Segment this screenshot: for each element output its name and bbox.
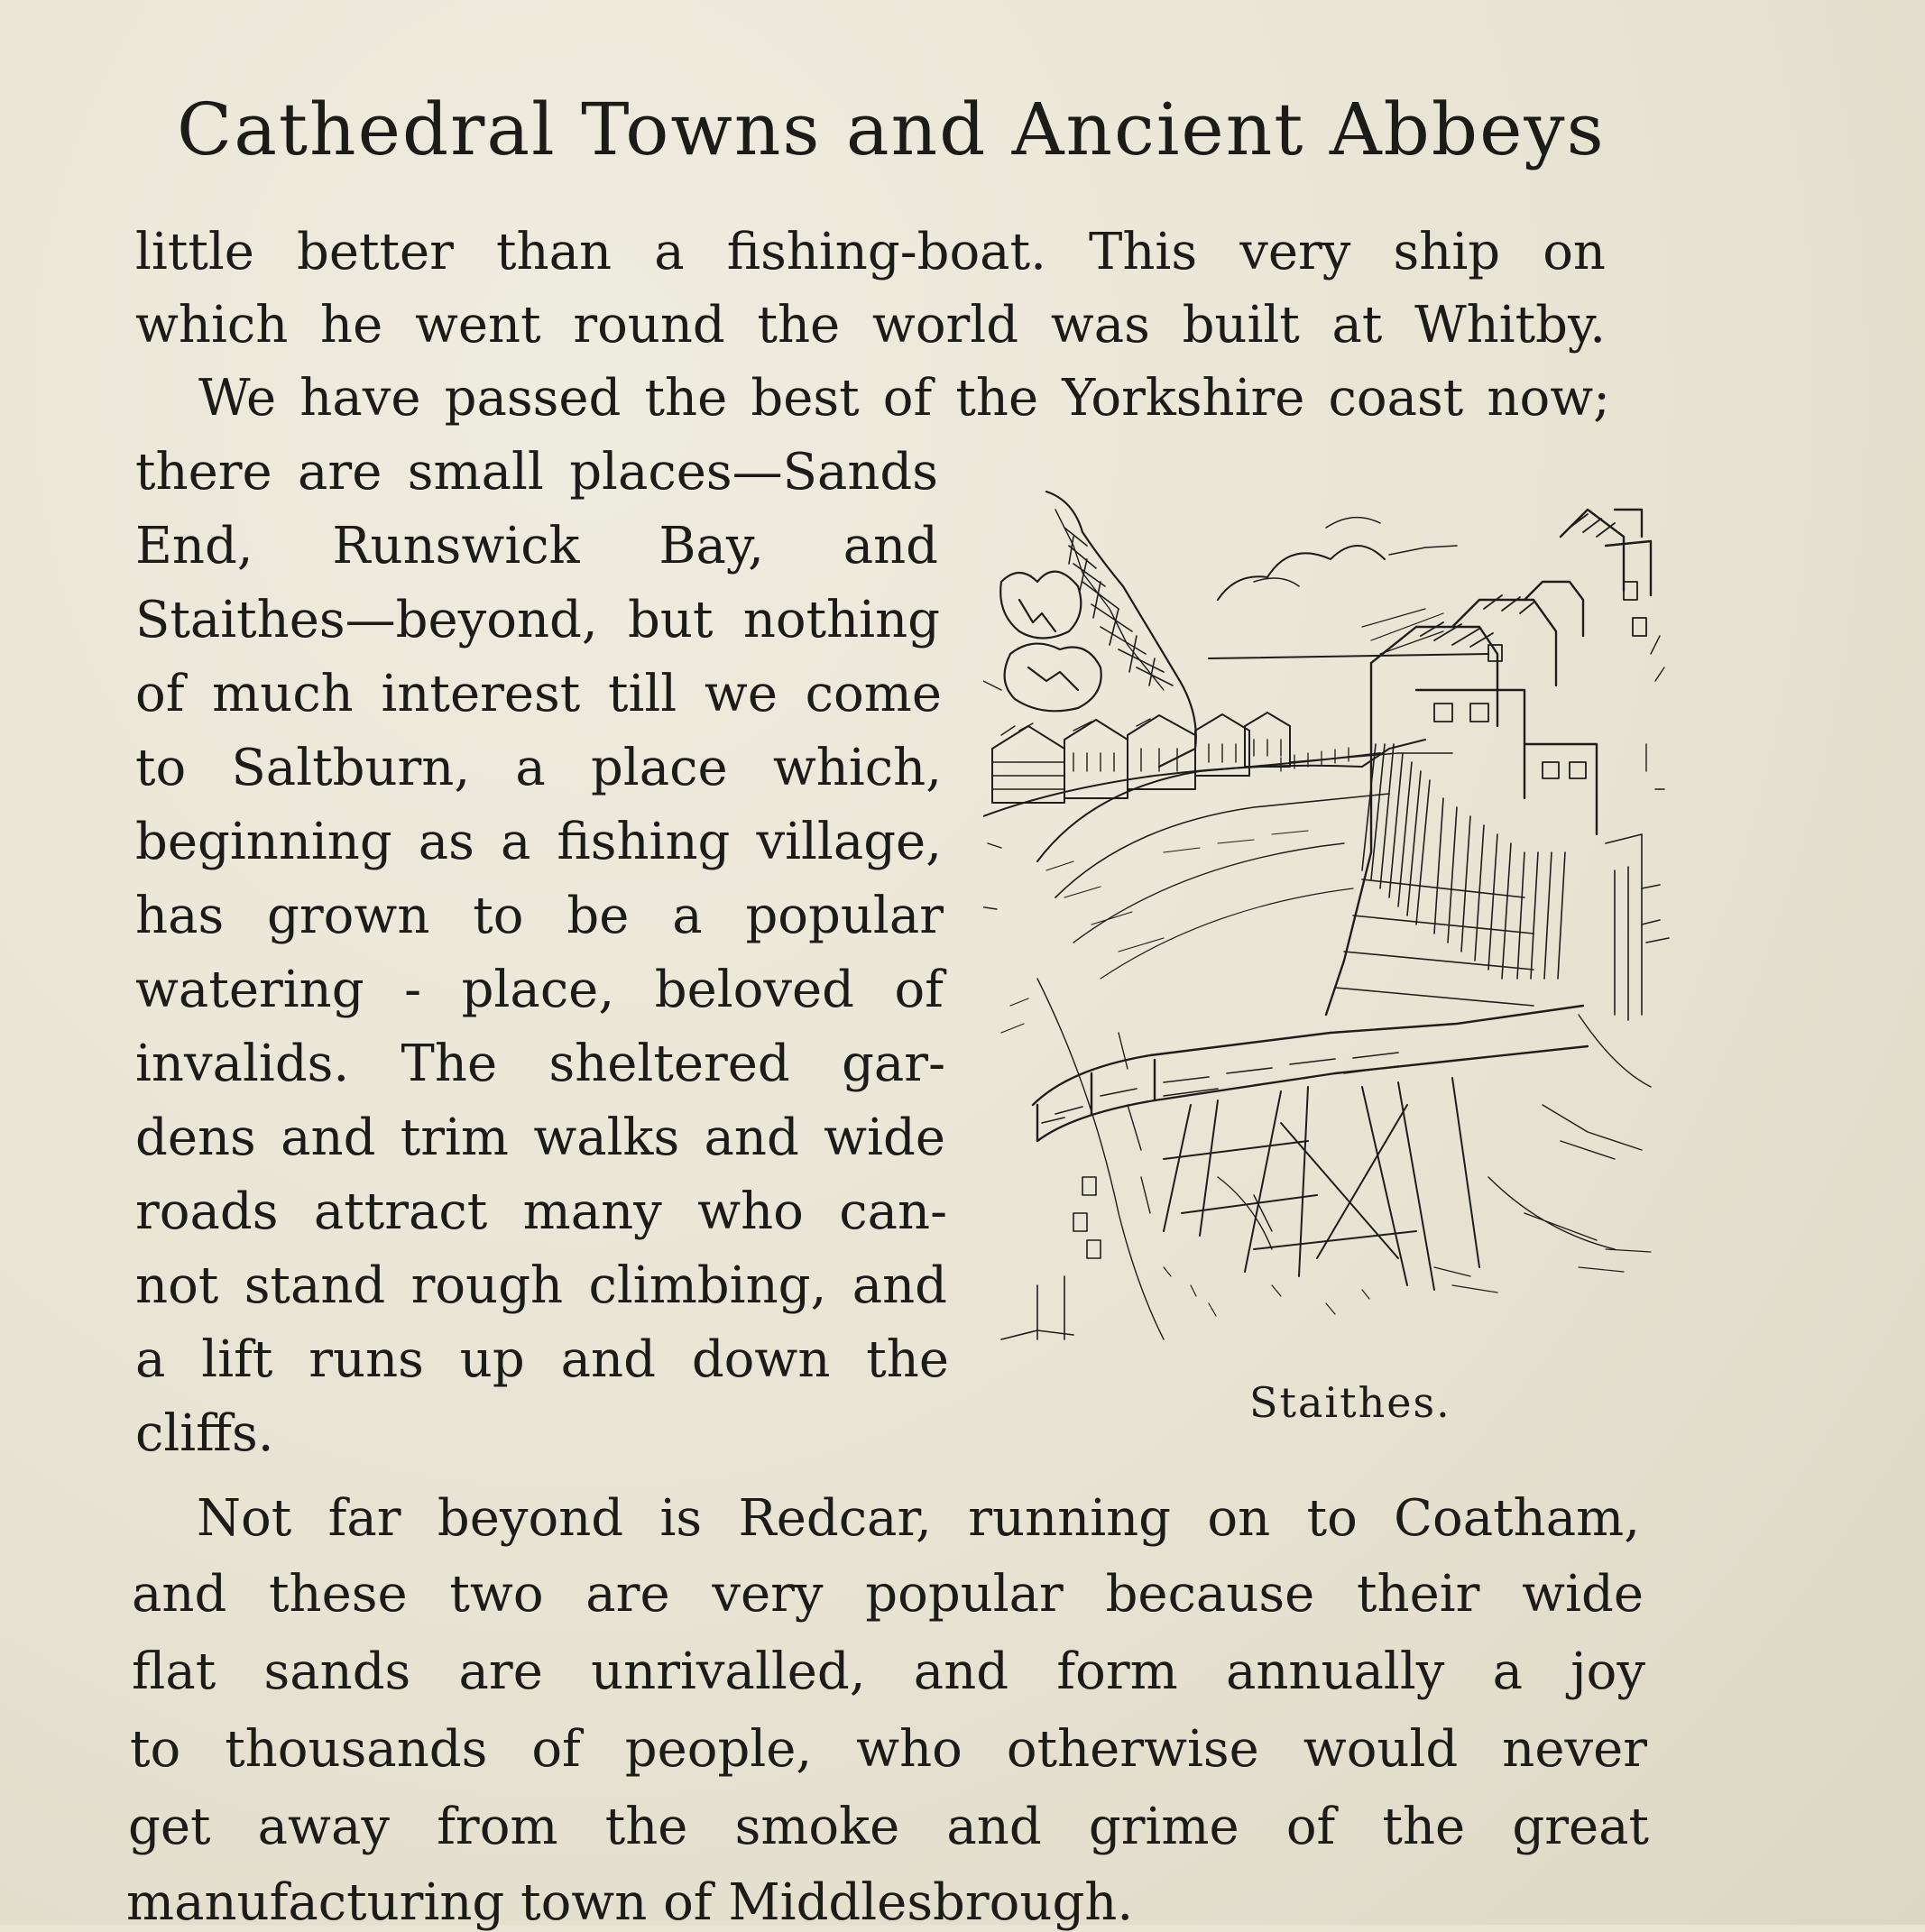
body-line-22: get away from the smoke and grime of the great [128, 1798, 1649, 1856]
body-line-3: We have passed the best of the Yorkshire coast now; [198, 369, 1610, 428]
body-line-6: Staithes—beyond, but nothing [135, 591, 940, 649]
body-line-15: not stand rough climbing, and [135, 1256, 947, 1315]
body-line-11: watering - place, beloved of [135, 961, 944, 1019]
body-line-7: of much interest till we come [135, 665, 942, 723]
body-line-12: invalids. The sheltered gar- [135, 1035, 945, 1093]
body-line-21: to thousands of people, who otherwise would never [130, 1720, 1647, 1779]
staithes-illustration [983, 474, 1678, 1348]
figure-caption: Staithes. [1249, 1378, 1451, 1427]
body-line-13: dens and trim walks and wide [135, 1109, 945, 1167]
running-head: Cathedral Towns and Ancient Abbeys [177, 87, 1606, 171]
body-line-1: little better than a fishing-boat. This very ship on [135, 223, 1606, 281]
body-line-20: flat sands are unrivalled, and form annually a joy [132, 1642, 1645, 1701]
body-line-17: cliffs. [135, 1404, 274, 1463]
body-line-14: roads attract many who can- [135, 1182, 947, 1241]
body-line-19: and these two are very popular because their wide [132, 1565, 1644, 1624]
body-line-10: has grown to be a popular [135, 887, 944, 945]
body-line-8: to Saltburn, a place which, [135, 739, 942, 797]
body-line-23: manufacturing town of Middlesbrough. [126, 1873, 1134, 1932]
body-line-9: beginning as a fishing village, [135, 813, 942, 871]
body-line-16: a lift runs up and down the [135, 1330, 949, 1389]
body-line-4: there are small places—Sands [135, 443, 938, 501]
body-line-2: which he went round the world was built at Whitby. [135, 296, 1606, 354]
staithes-sketch-icon [983, 474, 1678, 1348]
body-line-18: Not far beyond is Redcar, running on to Coatham, [197, 1489, 1640, 1548]
body-line-5: End, Runswick Bay, and [135, 517, 938, 575]
